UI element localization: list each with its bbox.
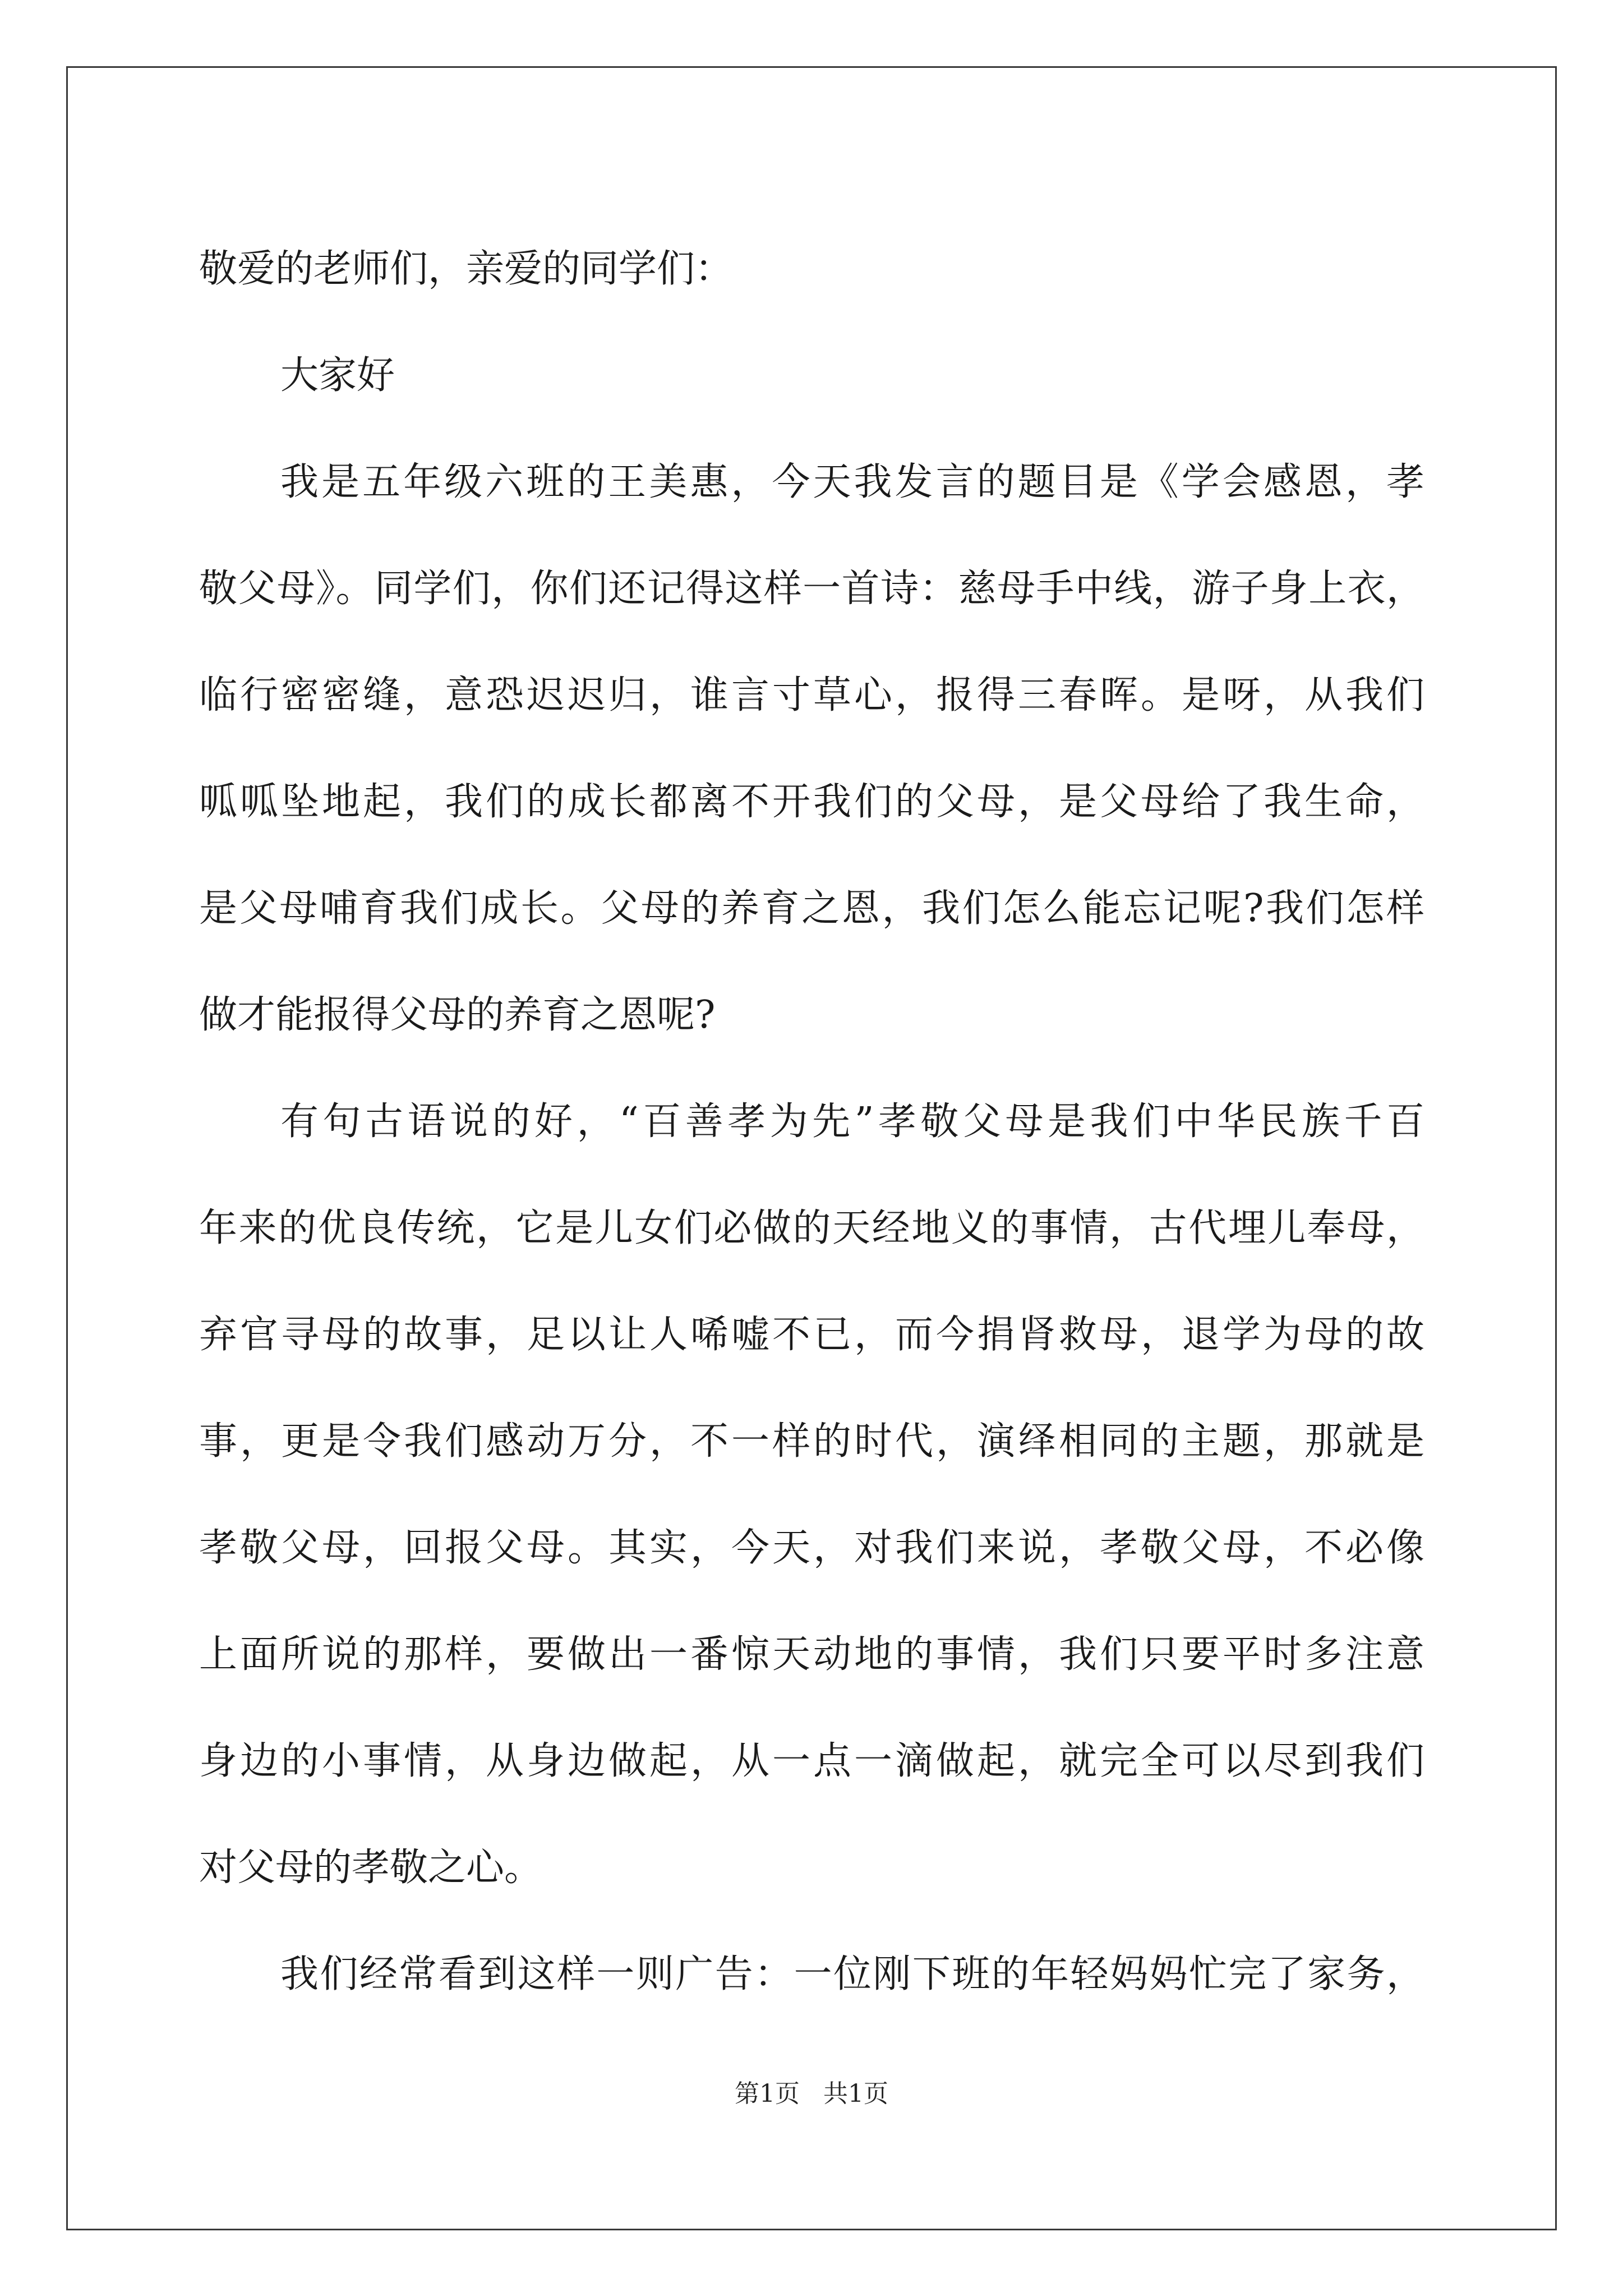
text-line: 身边的小事情，从身边做起，从一点一滴做起，就完全可以尽到我们 <box>199 1739 1424 1783</box>
text-line: 孝敬父母，回报父母。其实，今天，对我们来说，孝敬父母，不必像 <box>199 1526 1424 1570</box>
text-line: 敬爱的老师们，亲爱的同学们： <box>199 247 734 291</box>
text-line: 我是五年级六班的王美惠，今天我发言的题目是《学会感恩，孝 <box>280 460 1424 504</box>
text-line: 呱呱坠地起，我们的成长都离不开我们的父母，是父母给了我生命， <box>199 780 1424 824</box>
text-line: 弃官寻母的故事，足以让人唏嘘不已，而今捐肾救母，退学为母的故 <box>199 1313 1424 1357</box>
text-line: 大家好 <box>280 353 395 398</box>
text-line: 敬父母》。同学们，你们还记得这样一首诗：慈母手中线，游子身上衣， <box>199 567 1424 611</box>
text-line: 对父母的孝敬之心。 <box>199 1846 543 1890</box>
text-line: 是父母哺育我们成长。父母的养育之恩，我们怎么能忘记呢?我们怎样 <box>199 886 1424 931</box>
text-line: 上面所说的那样，要做出一番惊天动地的事情，我们只要平时多注意 <box>199 1632 1424 1677</box>
text-line: 事，更是令我们感动万分，不一样的时代，演绎相同的主题，那就是 <box>199 1419 1424 1464</box>
text-line: 年来的优良传统，它是儿女们必做的天经地义的事情，古代埋儿奉母， <box>199 1206 1424 1250</box>
text-line: 做才能报得父母的养育之恩呢? <box>199 993 716 1037</box>
text-line: 临行密密缝，意恐迟迟归，谁言寸草心，报得三春晖。是呀，从我们 <box>199 673 1424 717</box>
page-footer: 第1页 共1页 <box>735 2079 888 2108</box>
text-line: 有句古语说的好，“百善孝为先”孝敬父母是我们中华民族千百 <box>280 1099 1424 1144</box>
text-line: 我们经常看到这样一则广告：一位刚下班的年轻妈妈忙完了家务， <box>280 1952 1424 1996</box>
document-body <box>199 216 1424 2028</box>
